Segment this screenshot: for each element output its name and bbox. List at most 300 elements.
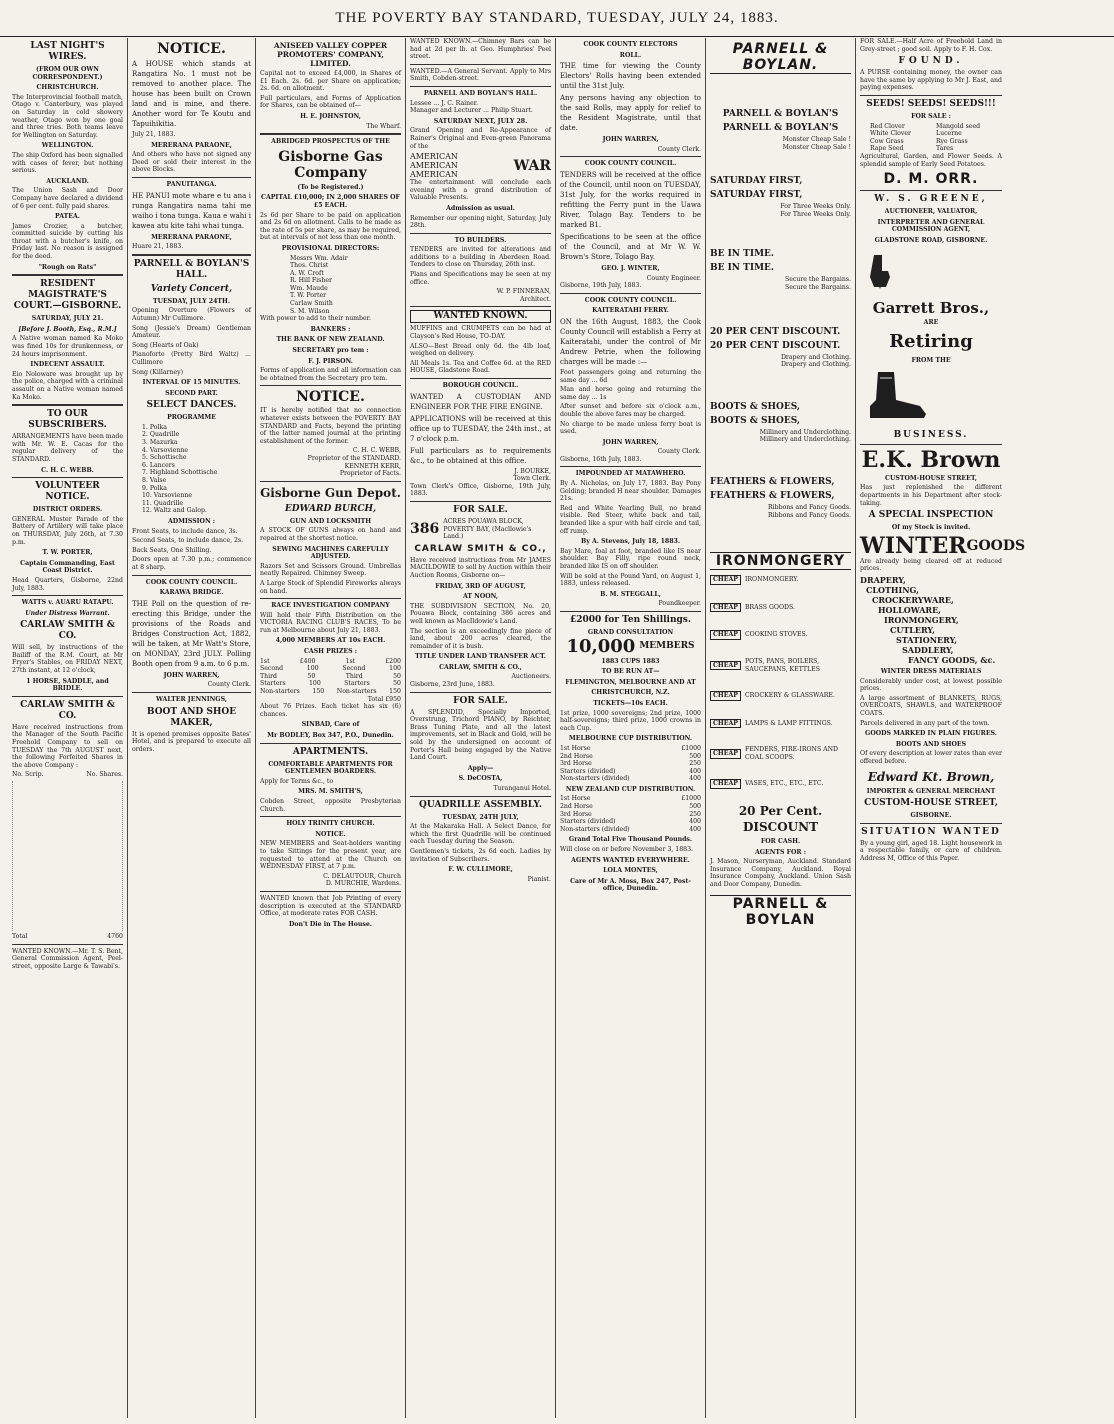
to-be-registered: (To be Registered.) — [297, 183, 364, 191]
cheap-label: CHEAP — [710, 691, 741, 701]
boots-heading: BOOTS AND SHOES — [895, 740, 967, 748]
cheap-item-text: CROCKERY & GLASSWARE. — [744, 692, 835, 700]
tickets-line: TICKETS—10s EACH. — [593, 699, 668, 707]
inspection-line: Of my Stock is invited. — [891, 524, 971, 532]
wanted-known-ad: WANTED KNOWN.—Mr. T. S. Bent, General Commission Agent, Peel-street, opposite Large & Tawabi's. — [12, 947, 123, 970]
maori-signature: MERERANA PARAONE, — [151, 233, 232, 241]
seed-item: Red Clover — [870, 122, 905, 130]
greene-name: W. S. GREENE, — [874, 194, 988, 205]
feathers-line: FEATHERS & FLOWERS, — [710, 490, 835, 501]
montes-address: Care of Mr A. Moss, Box 247, Post-office, Dunedin. — [570, 877, 691, 893]
notice-paragraph-2: And others who have not signed any Deed or sold their interest in the above Blocks. — [132, 151, 251, 174]
consultation-heading: GRAND CONSULTATION — [587, 628, 674, 636]
razors-line: Razors Set and Scissors Ground. Umbrellas neatly Repaired. Chimney Sweep. — [260, 562, 401, 578]
members-block — [560, 635, 701, 657]
impounded-title: IMPOUNDED AT MATAWHERO. — [575, 470, 686, 478]
borough-title: BOROUGH COUNCIL. — [442, 382, 519, 389]
discount-line: 20 PER CENT DISCOUNT. — [710, 340, 841, 351]
goods-marked: GOODS MARKED IN PLAIN FIGURES. — [865, 730, 997, 738]
town-clerk-office: Town Clerk's Office, Gisborne, 19th July, 1883. — [410, 482, 551, 498]
auctioneer-line: AUCTIONEER, VALUATOR, — [884, 208, 978, 216]
carlaw-heading-2: CARLAW SMITH & CO. — [20, 699, 115, 721]
roll-paragraph: THE time for viewing the County Electors' Rolls having been extended until the 31st July. — [560, 62, 701, 91]
carlaw-heading: CARLAW SMITH & CO. — [20, 620, 115, 642]
sewing-line: SEWING MACHINES CAREFULLY ADJUSTED. — [272, 545, 389, 561]
dateline-patea: PATEA. — [55, 213, 80, 221]
cup-row: Starters (divided) 400 — [560, 767, 701, 775]
goods-item: STATIONERY, — [896, 635, 958, 646]
admission-item: Front Seats, to include dance, 3s. — [132, 527, 238, 535]
holy-trinity-title: HOLY TRINITY CHURCH. — [286, 820, 375, 828]
goods-list — [860, 575, 1002, 665]
found-title: FOUND. — [898, 56, 964, 67]
bridge-signature: JOHN WARREN, — [163, 671, 220, 679]
column-7 — [856, 38, 1026, 1418]
for-sale-title-2: FOR SALE. — [453, 695, 508, 706]
council-title: COOK COUNTY COUNCIL. — [145, 578, 238, 586]
grand-opening: Grand Opening and Re-Appearance of Rainer's Original and Even-green Panorama of the — [410, 127, 551, 150]
dance-item: 6. Lancers — [142, 461, 175, 469]
for-cash: FOR CASH. — [760, 838, 801, 846]
seeds-for-sale: FOR SALE : — [911, 112, 951, 120]
subdivision-paragraph: THE SUBDIVISION SECTION, No. 20, Pouawa Block, containing 386 acres and well known as MacIldowie's Land. — [410, 602, 551, 625]
notice-date: July 21, 1883. — [132, 131, 176, 138]
director-item: Carlaw Smith — [290, 300, 333, 308]
shares-total — [12, 933, 123, 941]
concert-item: Song (Killarney) — [132, 368, 184, 376]
secretary-name: F. J. PIRSON. — [308, 357, 353, 365]
feathers-line: FEATHERS & FLOWERS, — [710, 476, 835, 487]
lessee-line: Lessee ... J. C. Rainer. — [410, 99, 479, 107]
millinery-line: Millinery and Underclothing. — [759, 436, 851, 444]
agents-heading: AGENTS FOR : — [754, 848, 807, 856]
discount-banner: 20 Per Cent. DISCOUNT — [738, 804, 823, 835]
three-weeks: For Three Weeks Only. — [780, 203, 851, 211]
programme-label: PROGRAMME — [167, 414, 216, 422]
cup-row: 2nd Horse 500 — [560, 752, 701, 760]
shares-total-label: Total — [12, 933, 28, 940]
director-item: S. M. Wilson — [290, 307, 330, 315]
remember-line: Remember our opening night, Saturday, July 28th. — [410, 214, 551, 230]
shares-header-scrip: No. Scrip. — [12, 771, 44, 779]
melbourne-cup-table — [560, 745, 701, 783]
carlaw-paragraph: Will sell, by instructions of the Bailiff of the R.M. Court, at Mr Fryer's Stables, on FRIDAY NEXT, 27th instant, at 12 o'clock, — [12, 644, 123, 675]
admission-label: ADMISSION : — [167, 518, 216, 525]
dateline-christchurch: CHRISTCHURCH. — [36, 84, 99, 92]
quadrille-tickets: Gentlemen's tickets, 2s 6d each. Ladies by invitation of Subscribers. — [410, 847, 551, 863]
shares-header-count: No. Shares. — [86, 771, 123, 779]
county-clerk-title-2: County Clerk. — [657, 448, 701, 456]
panuitanga-title: PANUITANGA. — [166, 180, 217, 188]
wires-paragraph: The Interprovincial football match, Otago v. Canterbury, was played on Saturday in cold showery weather, Otago won by one goal and three tries. Both teams leave for Wellington on Saturday. — [12, 93, 123, 139]
apply-line: Apply— — [467, 764, 494, 772]
dance-item: 7. Highland Schottische — [142, 469, 218, 477]
subscribers-signature: C. H. C. WEBB. — [41, 466, 94, 474]
volunteer-signature: T. W. PORTER, — [42, 549, 93, 557]
bargains-line: Secure the Bargains. — [785, 283, 851, 291]
carlaw-smith-title: CARLAW SMITH & CO., — [414, 543, 547, 554]
be-in-time: BE IN TIME. — [710, 263, 775, 274]
notice-paragraph: A HOUSE which stands at Rangatira No. 1 must not be removed to another place. The house has been built on Crown land and is mine, and there. Another word for Te Koutu and Tapuihikitia. — [132, 60, 251, 128]
customs-line-2: CUSTOM-HOUSE STREET, — [864, 798, 998, 809]
brown-paragraph: Has just replenished the different departments in his Department after stock-taking. — [860, 484, 1002, 507]
interval: INTERVAL OF 15 MINUTES. — [142, 379, 241, 387]
holy-signature: C. DELAUTOUR, Church — [323, 872, 401, 880]
ferry-charge: After sunset and before six o'clock a.m., double the above fares may be charged. — [560, 403, 701, 418]
architect-title: Architect. — [520, 295, 551, 303]
gun-depot-title: Gisborne Gun Depot. — [260, 485, 401, 500]
stevens-paragraph: Bay Mare, foal at foot, branded like IS near shoulder. Bay Filly, ripe round neck, branded like IS on off shoulder. — [560, 547, 701, 570]
orr-title: D. M. ORR. — [883, 171, 979, 188]
ferry-charge: Foot passengers going and returning the same day ... 6d — [560, 368, 701, 384]
cheap-label: CHEAP — [710, 749, 741, 759]
particulars-paragraph: Full particulars as to requirements &c., to be obtained at this office. — [410, 446, 551, 465]
quadrille-title: QUADRILLE ASSEMBLY. — [419, 799, 542, 810]
bankers-heading: BANKERS : — [310, 325, 351, 333]
parnell-hall-heading: PARNELL AND BOYLAN'S HALL. — [423, 89, 538, 97]
job-printing-ad: WANTED known that Job Printing of every description is executed at the STANDARD Office, at moderate rates FOR CASH. — [260, 894, 401, 918]
goods-item: HOLLOWARE, — [878, 605, 941, 616]
tenders-paragraph: TENDERS will be received at the office of the Council, until noon on TUESDAY, 31st July, for the works required in refitting the Ferry punt in the Uawa River, Tolago Bay. Tenders to be marked B1. — [560, 170, 701, 229]
parnells-line: PARNELL & BOYLAN'S — [722, 109, 839, 119]
cheap-item-text: BRASS GOODS. — [744, 603, 795, 611]
subscribers-paragraph: ARRANGEMENTS have been made with Mr. W. E. Cacas for the regular delivery of the STANDARD. — [12, 433, 123, 463]
cheap-label: CHEAP — [710, 630, 741, 640]
seed-list — [860, 123, 1002, 153]
situation-title: SITUATION WANTED — [861, 826, 1001, 837]
parnell-bottom-banner: PARNELL & BOYLAN — [710, 895, 851, 928]
stevens-line: By A. Stevens, July 18, 1883. — [581, 538, 680, 546]
dance-item: 4. Varsovienne — [142, 446, 189, 454]
goods-word: GOODS — [966, 537, 1026, 554]
gun-paragraph: A STOCK OF GUNS always on hand and repaired at the shortest notice. — [260, 527, 401, 542]
members-label: MEMBERS — [639, 641, 695, 652]
retiring-title: Retiring — [889, 330, 973, 352]
blankets-paragraph: A large assortment of BLANKETS, RUGS, OVERCOATS, SHAWLS, and WATERPROOF COATS. — [860, 694, 1002, 717]
dance-item: 2. Quadrille — [142, 431, 180, 439]
cheap-item — [710, 603, 851, 613]
concert-item: Pianoforte (Pretty Bird Waltz) ... Cullimore — [132, 351, 251, 366]
for-sale-title: FOR SALE. — [453, 504, 508, 515]
warrant-heading: Under Distress Warrant. — [25, 609, 110, 617]
goods-item: CROCKERYWARE, — [872, 595, 954, 606]
members-number: 10,000 — [566, 635, 636, 657]
bridge-title: KARAWA BRIDGE. — [159, 589, 224, 597]
admission-line: Admission as usual. — [446, 204, 515, 212]
winter-dress-paragraph: Considerably under cost, at lowest possible prices. — [860, 677, 1002, 693]
cheap-item — [710, 779, 851, 789]
sinbad-line: SINBAD, Care of — [301, 721, 360, 729]
dont-die-line: Don't Die in The House. — [289, 920, 372, 928]
court-paragraph: Eio Noloware was brought up by the police, charged with a criminal assault on a Native woman named Ka Moko. — [12, 370, 123, 401]
roll-paragraph-2: Any persons having any objection to the said Rolls, may apply for relief to the Resident Magistrate, until that date. — [560, 94, 701, 133]
war-word: WAR — [513, 157, 551, 174]
prize-table — [260, 658, 401, 696]
quadrille-paragraph: At the Makaraka Hall. A Select Dance, for which the first Quadrille will be continued each Tuesday during the Season. — [410, 823, 551, 846]
goods-item: CLOTHING, — [866, 585, 919, 596]
director-item: T. W. Porter — [290, 292, 327, 300]
prize-row: Third 50 Third 50 — [260, 672, 401, 680]
cobden-line: Cobden Street, opposite Presbyterian Church. — [260, 797, 401, 813]
dateline-wellington: WELLINGTON. — [41, 142, 94, 150]
burch-name: EDWARD BURCH, — [284, 503, 377, 514]
cup-row: 1st Horse £1000 — [560, 744, 701, 752]
interpreter-line: INTERPRETER AND GENERAL COMMISSION AGENT, — [877, 218, 985, 234]
roll-title: ROLL. — [619, 51, 642, 59]
ferry-title: KAITERATAHI FERRY. — [592, 307, 669, 315]
boot-icon — [860, 370, 930, 420]
boarders-line: COMFORTABLE APARTMENTS FOR GENTLEMEN BOARDERS. — [268, 760, 393, 776]
carlaw-date: Gisborne, 23rd June, 1883. — [410, 681, 495, 689]
boots-line: BOOTS & SHOES, — [710, 415, 801, 426]
dance-item: 10. Varsovienne — [142, 492, 193, 500]
ek-brown-title: E.K. Brown — [861, 446, 1001, 473]
seed-item: White Clover — [870, 130, 911, 138]
boots-line: BOOTS & SHOES, — [710, 401, 801, 412]
cheap-label: CHEAP — [710, 603, 741, 613]
parnell-banner: PARNELL & BOYLAN. — [710, 41, 851, 74]
rats-ad: "Rough on Rats" — [38, 263, 97, 271]
pound-paragraph: Will be sold at the Pound Yard, on August 1, 1883, unless released. — [560, 572, 701, 588]
poundkeeper-title: Poundkeeper. — [658, 600, 701, 608]
shares-total-value: 4760 — [107, 933, 123, 940]
maori-paragraph: HE PANUI mote whare e tu ana i runga Rangatira nama tahi me waiho i tona tunga. Kaua e wahi i kawea atu kite tahi whai tunga. — [132, 191, 251, 230]
director-item: Wm. Maude — [290, 284, 328, 292]
court-title: RESIDENT MAGISTRATE'S COURT.—GISBORNE. — [13, 279, 122, 312]
masthead: THE POVERTY BAY STANDARD, TUESDAY, JULY 24, 1883. — [0, 0, 1114, 37]
seed-item: Lucerne — [936, 130, 962, 138]
cash-prizes-heading: CASH PRIZES : — [303, 648, 358, 656]
section-paragraph: The section is an exceedingly fine piece of land, about 200 acres cleared, the remainder of it is bush. — [410, 627, 551, 650]
cheap-item — [710, 658, 851, 673]
aniseed-paragraph: Capital not to exceed £4,000, in Shares of £1 Each. 2s. 6d. per Share on application; 2s. 6d. on allotment. — [260, 70, 401, 93]
secretary-heading: SECRETARY pro tem : — [292, 347, 369, 355]
saturday-first: SATURDAY FIRST, — [710, 190, 803, 201]
manager-line: Manager and Lecturer ... Philip Stuart. — [410, 107, 533, 115]
found-paragraph: A PURSE containing money, the owner can have the same by applying to Mr J. East, and paying expenses. — [860, 69, 1002, 92]
prize-row: Second 100 Second 100 — [260, 665, 401, 673]
three-weeks: For Three Weeks Only. — [780, 210, 851, 218]
webb-signature: C. H. C. WEBB, — [352, 447, 401, 455]
volunteer-hq: Head Quarters, Gisborne, 22nd July, 1883. — [12, 576, 123, 592]
volunteer-paragraph: GENERAL Muster Parade of the Battery of Artillery will take place on THURSDAY, July 26th, at 7.30 p.m. — [12, 515, 123, 546]
seeds-title: SEEDS! SEEDS! SEEDS!!! — [866, 98, 996, 109]
ironmongery-banner: IRONMONGERY — [710, 552, 851, 570]
doors-line: Doors open at 7.30 p.m.; commence at 8 sharp. — [132, 556, 251, 571]
column-1 — [8, 38, 128, 1418]
parnells-line: PARNELL & BOYLAN'S — [722, 123, 839, 133]
parnell-hall-title: PARNELL & BOYLAN'S HALL. — [133, 258, 250, 280]
be-in-time: BE IN TIME. — [710, 249, 775, 260]
admission-item: Back Seats, One Shilling. — [132, 546, 212, 554]
winter-date: Gisborne, 19th July, 1883. — [560, 282, 642, 290]
director-item: Messrs Wm. Adair — [290, 254, 348, 262]
cheap-item — [710, 691, 851, 701]
electors-title: COOK COUNTY ELECTORS — [583, 41, 678, 48]
shares-header — [12, 771, 123, 779]
column-2 — [128, 38, 256, 1418]
pouawa-number: 386 — [410, 521, 440, 538]
aniseed-wharf: The Wharf. — [366, 122, 401, 130]
christchurch-line: CHRISTCHURCH, N.Z. — [591, 689, 670, 697]
dance-item: 12. Waltz and Galop. — [142, 507, 207, 515]
cheap-item-text: POTS, PANS, BOILERS, SAUCEPANS, KETTLES — [744, 657, 820, 673]
dateline-auckland: AUCKLAND. — [46, 177, 89, 185]
grand-total: Grand Total Five Thousand Pounds. — [568, 836, 693, 844]
bread-paragraph: ALSO—Best Bread only 6d. the 4lb loaf, weighed on delivery. — [410, 342, 551, 358]
volunteer-signature-title: Captain Commanding, East Coast District. — [20, 559, 115, 575]
ribbons-line: Ribbons and Fancy Goods. — [768, 511, 851, 519]
power-line: With power to add to their number. — [260, 315, 371, 323]
inspection-title: A SPECIAL INSPECTION — [868, 510, 994, 521]
friday-line: FRIDAY, 3RD OF AUGUST, — [435, 582, 526, 590]
custodian-line: WANTED A CUSTODIAN AND ENGINEER FOR THE FIRE ENGINE. — [410, 392, 551, 411]
watts-heading: WATTS v. AUARU RATAPU. — [21, 599, 114, 607]
admission-item: Second Seats, to include dance, 2s. — [132, 537, 244, 545]
ribbons-line: Ribbons and Fancy Goods. — [768, 503, 851, 511]
from-the-line: FROM THE — [911, 356, 951, 364]
customs-line: CUSTOM-HOUSE STREET, — [885, 474, 977, 482]
discount-line: 20 PER CENT DISCOUNT. — [710, 326, 841, 337]
wanted-servant: WANTED.—A General Servant. Apply to Mrs Smith, Cobden-street. — [410, 67, 551, 83]
cheap-item-text: LAMPS & LAMP FITTINGS. — [744, 719, 833, 727]
war-paragraph: The entertainment will conclude each evening with a grand distribution of Valuable Presents. — [410, 179, 551, 202]
abridged-heading: ABRIDGED PROSPECTUS OF THE — [271, 138, 390, 146]
engineer-title: County Engineer. — [646, 274, 701, 282]
builders-paragraph: TENDERS are invited for alterations and additions to a building in Aberdeen Road. Tenders to close on Thursday, 26th inst. — [410, 246, 551, 269]
american-line: AMERICAN — [410, 161, 458, 171]
agents-wanted: AGENTS WANTED EVERYWHERE. — [571, 856, 690, 864]
prize-row: Starters 100 Starters 50 — [260, 680, 401, 688]
capital-heading: CAPITAL £10,000; IN 2,000 SHARES OF £5 EACH. — [261, 194, 400, 209]
meals-paragraph: All Meals 1s. Tea and Coffee 6d. at the RED HOUSE, Gladstone Road. — [410, 359, 551, 375]
run-at-line: TO BE RUN AT— — [601, 668, 660, 676]
tickets-line: About 76 Prizes. Each ticket has six (6) chances. — [260, 703, 401, 718]
brown-script: Edward Kt. Brown, — [867, 769, 995, 784]
cheap-item-text: VASES, ETC., ETC., ETC. — [744, 780, 824, 788]
ferry-paragraph: ON the 16th August, 1883, the Cook County Council will establish a Ferry at Kaiteratahi, under the control of Mr Andrew Petrie, when the following charges will be made :— — [560, 317, 701, 366]
town-clerk-title: Town Clerk. — [513, 475, 551, 483]
horse-line: 1 HORSE, SADDLE, and BRIDLE. — [26, 677, 109, 693]
saturday-next: SATURDAY NEXT, JULY 28. — [433, 117, 528, 125]
jennings-paragraph: It is opened premises opposite Bates' Hotel, and is prepared to execute all orders. — [132, 730, 251, 753]
race-heading: RACE INVESTIGATION COMPANY — [271, 602, 390, 610]
bodley-line: Mr BODLEY, Box 347, P.O., Dunedin. — [267, 732, 394, 739]
seed-item: Mangold seed — [936, 122, 981, 130]
cheap-item — [710, 575, 851, 585]
business-title: BUSINESS. — [893, 429, 969, 440]
cheap-item — [710, 630, 851, 640]
pianist-title: Pianist. — [527, 875, 551, 883]
court-paragraph: A Native woman named Ka Moko was fined 10s for drunkenness, or 24 hours imprisonment. — [12, 335, 123, 358]
auctioneers-title: Auctioneers. — [511, 673, 551, 681]
agents-paragraph: J. Mason, Nurseryman, Auckland. Standard Insurance Company, Auckland. Royal Insurance Company, Auckland. Union Sash and Door Company, Dunedin. — [710, 858, 851, 889]
aniseed-title: ANISEED VALLEY COPPER PROMOTERS' COMPANY, LIMITED. — [273, 41, 388, 68]
capital-paragraph: 2s 6d per Share to be paid on application and 2s 6d on allotment. Calls to be made as the rate of 5s per share, as may be required, but at intervals of not less than one month. — [260, 211, 401, 242]
american-war-block — [410, 152, 551, 179]
american-line: AMERICAN — [410, 152, 458, 162]
directors-list — [260, 255, 401, 316]
concert-item: Opening Overture (Flowers of Autumn) Mr Cullimore. — [132, 307, 251, 322]
carlaw-signature: CARLAW, SMITH & CO., — [439, 663, 522, 671]
newspaper-page — [8, 38, 1108, 1418]
director-item: A. W. Croft — [290, 269, 324, 277]
warren-signature: JOHN WARREN, — [602, 136, 659, 144]
dance-item: 3. Mazurka — [142, 439, 178, 447]
wires-paragraph: The ship Oxford has been signalled with cases of fever, but nothing serious. — [12, 151, 123, 175]
concert-date: TUESDAY, JULY 24TH. — [152, 297, 231, 305]
wires-byline: (FROM OUR OWN CORRESPONDENT.) — [32, 66, 103, 81]
millinery-line: Millinery and Underclothing. — [759, 428, 851, 436]
race-paragraph: Will hold their Fifth Distribution on the VICTORIA RACING CLUB'S RACES, To be run at Melbourne about July 21, 1883. — [260, 611, 401, 634]
winter-signature: GEO. J. WINTER, — [601, 264, 660, 272]
council-title: COOK COUNTY COUNCIL. — [584, 160, 677, 168]
seed-item: Tares — [936, 145, 954, 153]
holy-signature-2: D. MURCHIE, Wardens. — [325, 880, 401, 888]
pouawa-block — [410, 518, 551, 541]
drapery-line: Drapery and Clothing. — [780, 361, 851, 369]
kerr-title: Proprietor of Facts. — [339, 470, 401, 478]
gisborne-line: GISBORNE. — [910, 812, 952, 820]
directors-heading: PROVISIONAL DIRECTORS: — [281, 244, 380, 252]
subscribers-title: TO OUR SUBSCRIBERS. — [28, 409, 107, 431]
finneran-signature: W. P. FINNERAN, — [496, 288, 551, 296]
court-before: [Before J. Booth, Esq., R.M.] — [18, 325, 117, 333]
pouawa-text: ACRES POUAWA BLOCK, POVERTY BAY, (Macllowie's Land.) — [443, 517, 532, 541]
winter-dress: WINTER DRESS MATERIALS — [880, 668, 982, 676]
shares-table-filler — [12, 781, 123, 931]
director-item: R. Hill Fisher — [290, 277, 332, 285]
bargains-line: Secure the Bargains. — [785, 276, 851, 284]
wanted-chimney: WANTED KNOWN.—Chimney Bars can be had at 2d per lb. at Geo. Humphries' Peel street. — [410, 38, 551, 61]
cup-row: 2nd Horse 500 — [560, 803, 701, 811]
seed-item: Cow Grass — [870, 137, 904, 145]
apartments-title: APARTMENTS. — [292, 746, 369, 757]
cheap-label: CHEAP — [710, 779, 741, 789]
dance-item: 11. Quadrille — [142, 499, 184, 507]
drapery-line: Drapery and Clothing. — [780, 353, 851, 361]
boot-heading: BOOT AND SHOE MAKER, — [146, 706, 237, 728]
montes-signature: LOLA MONTES, — [603, 867, 658, 875]
monster-line: Monster Cheap Sale ! — [782, 143, 851, 151]
wanted-known-title: WANTED KNOWN. — [410, 310, 551, 323]
court-date: SATURDAY, JULY 21. — [31, 315, 104, 323]
arriving-line: Are already being cleared off at reduced prices. — [860, 557, 1002, 573]
prize-row: Non-starters 150 Non-starters 150 — [260, 688, 401, 696]
parcels-line: Parcels delivered in any part of the town. — [860, 719, 990, 727]
ferry-charge: No charge to be made unless ferry boat is used. — [560, 420, 701, 436]
are-line: ARE — [923, 319, 939, 327]
smith-line: MRS. M. SMITH'S, — [298, 788, 363, 796]
seed-item: Rape Seed — [870, 145, 904, 153]
piano-paragraph: A SPLENDID, Specially Imported, Overstrung, Trichord PIANO, by Reichter, Brass Tuning Plate, and all the latest improvements, set in Black and Gold, will be sold by the undersigned on account of Porter's Hall being engaged by the Native Land Court. — [410, 708, 551, 762]
winter-goods — [860, 532, 1026, 559]
cup-row: 3rd Horse 250 — [560, 810, 701, 818]
carlaw-paragraph-2: Have received instructions from the Manager of the South Pacific Freehold Company to sell on TUESDAY the 7th AUGUST next, the following Forfeited Shares in the above Company : — [12, 723, 123, 769]
american-line: AMERICAN — [410, 170, 458, 180]
cheap-label: CHEAP — [710, 575, 741, 585]
bridge-signature-title: County Clerk. — [207, 681, 251, 689]
gas-company-title: Gisborne Gas Company — [278, 148, 383, 181]
nz-cup-heading: NEW ZEALAND CUP DISTRIBUTION. — [565, 785, 696, 793]
dance-item: 9. Polka — [142, 484, 167, 492]
carlaw-paragraph: Have received instructions from Mr JAMES MACILDOWIE to sell by Auction within their Auction Rooms, Gisborne on— — [410, 556, 551, 579]
notice-paragraph-3: IT is hereby notified that no connection whatever exists between the POVERTY BAY STANDARD and Facts, beyond the printing of the latter named journal at the printing establishment of the former. — [260, 407, 401, 445]
cup-row: Non-starters (divided) 400 — [560, 775, 701, 783]
prizes-paragraph: 1st prize, 1000 sovereigns; 2nd prize, 1000 half-sovereigns; third prize, 1000 crowns in each Cup. — [560, 709, 701, 732]
column-3 — [256, 38, 406, 1418]
builders-plans: Plans and Specifications may be seen at my office. — [410, 271, 551, 286]
